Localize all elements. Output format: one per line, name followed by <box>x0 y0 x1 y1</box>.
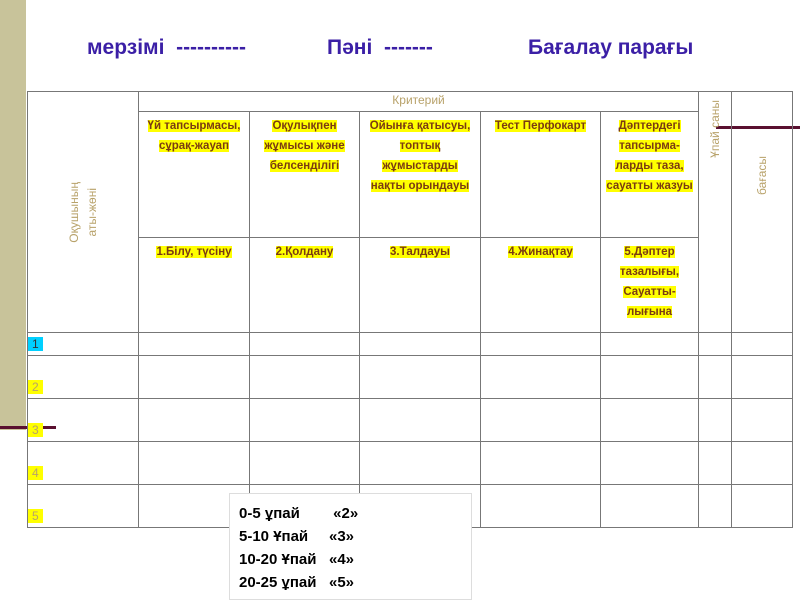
criterion-label: Тест Перфокарт <box>494 120 587 133</box>
score-cell[interactable] <box>360 356 481 399</box>
total-cell[interactable] <box>699 399 732 442</box>
row-number: 1 <box>28 337 43 351</box>
criterion-cell <box>139 112 250 238</box>
student-header-sublabel: аты-жөні <box>85 187 99 237</box>
table-row <box>28 399 793 442</box>
grade-cell[interactable] <box>732 442 793 485</box>
score-cell[interactable] <box>360 333 481 356</box>
level-cell <box>139 238 250 333</box>
score-header <box>699 92 732 333</box>
row-number: 3 <box>28 423 43 437</box>
score-cell[interactable] <box>481 485 601 528</box>
criterion-label: Ойынға қатысуы, топтық жұмыстарды нақты орындауы <box>369 120 471 193</box>
row-number: 2 <box>28 380 43 394</box>
level-cell <box>481 238 601 333</box>
criterion-cell <box>481 112 601 238</box>
grade-header <box>732 92 793 333</box>
score-cell[interactable] <box>250 399 360 442</box>
score-cell[interactable] <box>601 356 699 399</box>
total-cell[interactable] <box>699 442 732 485</box>
deadline-label: мерзімі ---------- <box>87 36 247 59</box>
assessment-table <box>27 91 793 528</box>
score-cell[interactable] <box>360 399 481 442</box>
level-label: 4.Жинақтау <box>508 246 573 259</box>
student-name-header <box>28 92 139 333</box>
criterion-cell <box>360 112 481 238</box>
score-cell[interactable] <box>481 399 601 442</box>
total-cell[interactable] <box>699 333 732 356</box>
score-cell[interactable] <box>360 442 481 485</box>
level-cell <box>250 238 360 333</box>
criteria-header <box>139 92 699 112</box>
row-number: 4 <box>28 466 43 480</box>
row-number: 5 <box>28 509 43 523</box>
level-cell <box>360 238 481 333</box>
score-cell[interactable] <box>250 442 360 485</box>
grading-scale-legend <box>229 493 472 600</box>
grade-cell[interactable] <box>732 485 793 528</box>
table-row <box>28 442 793 485</box>
grade-cell[interactable] <box>732 399 793 442</box>
total-cell[interactable] <box>699 485 732 528</box>
row-number-cell[interactable] <box>28 485 139 528</box>
sheet-title: Бағалау парағы <box>528 36 694 59</box>
level-label: 5.Дәптер тазалығы, Сауатты-лығына <box>619 246 680 319</box>
score-cell[interactable] <box>601 485 699 528</box>
score-cell[interactable] <box>601 333 699 356</box>
criterion-label: Үй тапсырмасы, сұрақ-жауап <box>147 120 241 153</box>
grade-cell[interactable] <box>732 333 793 356</box>
score-cell[interactable] <box>481 356 601 399</box>
criteria-header-label: Критерий <box>392 93 445 107</box>
legend-line: 20-25 ұпай «5» <box>239 574 355 591</box>
score-cell[interactable] <box>250 356 360 399</box>
criterion-label: Оқулықпен жұмысы және белсенділігі <box>264 120 345 173</box>
level-label: 2.Қолдану <box>275 246 334 259</box>
row-number-cell[interactable] <box>28 399 139 442</box>
table-row <box>28 333 793 356</box>
score-cell[interactable] <box>250 333 360 356</box>
row-number-cell[interactable] <box>28 442 139 485</box>
score-cell[interactable] <box>481 442 601 485</box>
student-header-label: Оқушының <box>67 181 81 243</box>
score-cell[interactable] <box>601 442 699 485</box>
total-cell[interactable] <box>699 356 732 399</box>
row-number-cell[interactable] <box>28 356 139 399</box>
subject-label: Пәні ------- <box>327 36 433 59</box>
criterion-label: Дәптердегі тапсырма-ларды таза, сауатты жазуы <box>606 120 693 193</box>
legend-line: 10-20 Ұпай «4» <box>239 551 355 568</box>
criterion-cell <box>601 112 699 238</box>
level-cell <box>601 238 699 333</box>
left-sidebar-band <box>0 0 26 430</box>
level-label: 1.Білу, түсіну <box>156 246 232 259</box>
score-cell[interactable] <box>139 399 250 442</box>
grade-cell[interactable] <box>732 356 793 399</box>
score-cell[interactable] <box>139 356 250 399</box>
table-row <box>28 356 793 399</box>
level-label: 3.Талдауы <box>390 246 450 259</box>
score-header-label: Ұпай саны <box>708 100 723 158</box>
grade-header-label: бағасы <box>755 156 770 195</box>
row-number-cell[interactable] <box>28 333 139 356</box>
legend-line: 0-5 ұпай «2» <box>239 505 359 522</box>
criterion-cell <box>250 112 360 238</box>
legend-line: 5-10 Ұпай «3» <box>239 528 355 545</box>
score-cell[interactable] <box>139 333 250 356</box>
score-cell[interactable] <box>481 333 601 356</box>
score-cell[interactable] <box>139 442 250 485</box>
score-cell[interactable] <box>601 399 699 442</box>
